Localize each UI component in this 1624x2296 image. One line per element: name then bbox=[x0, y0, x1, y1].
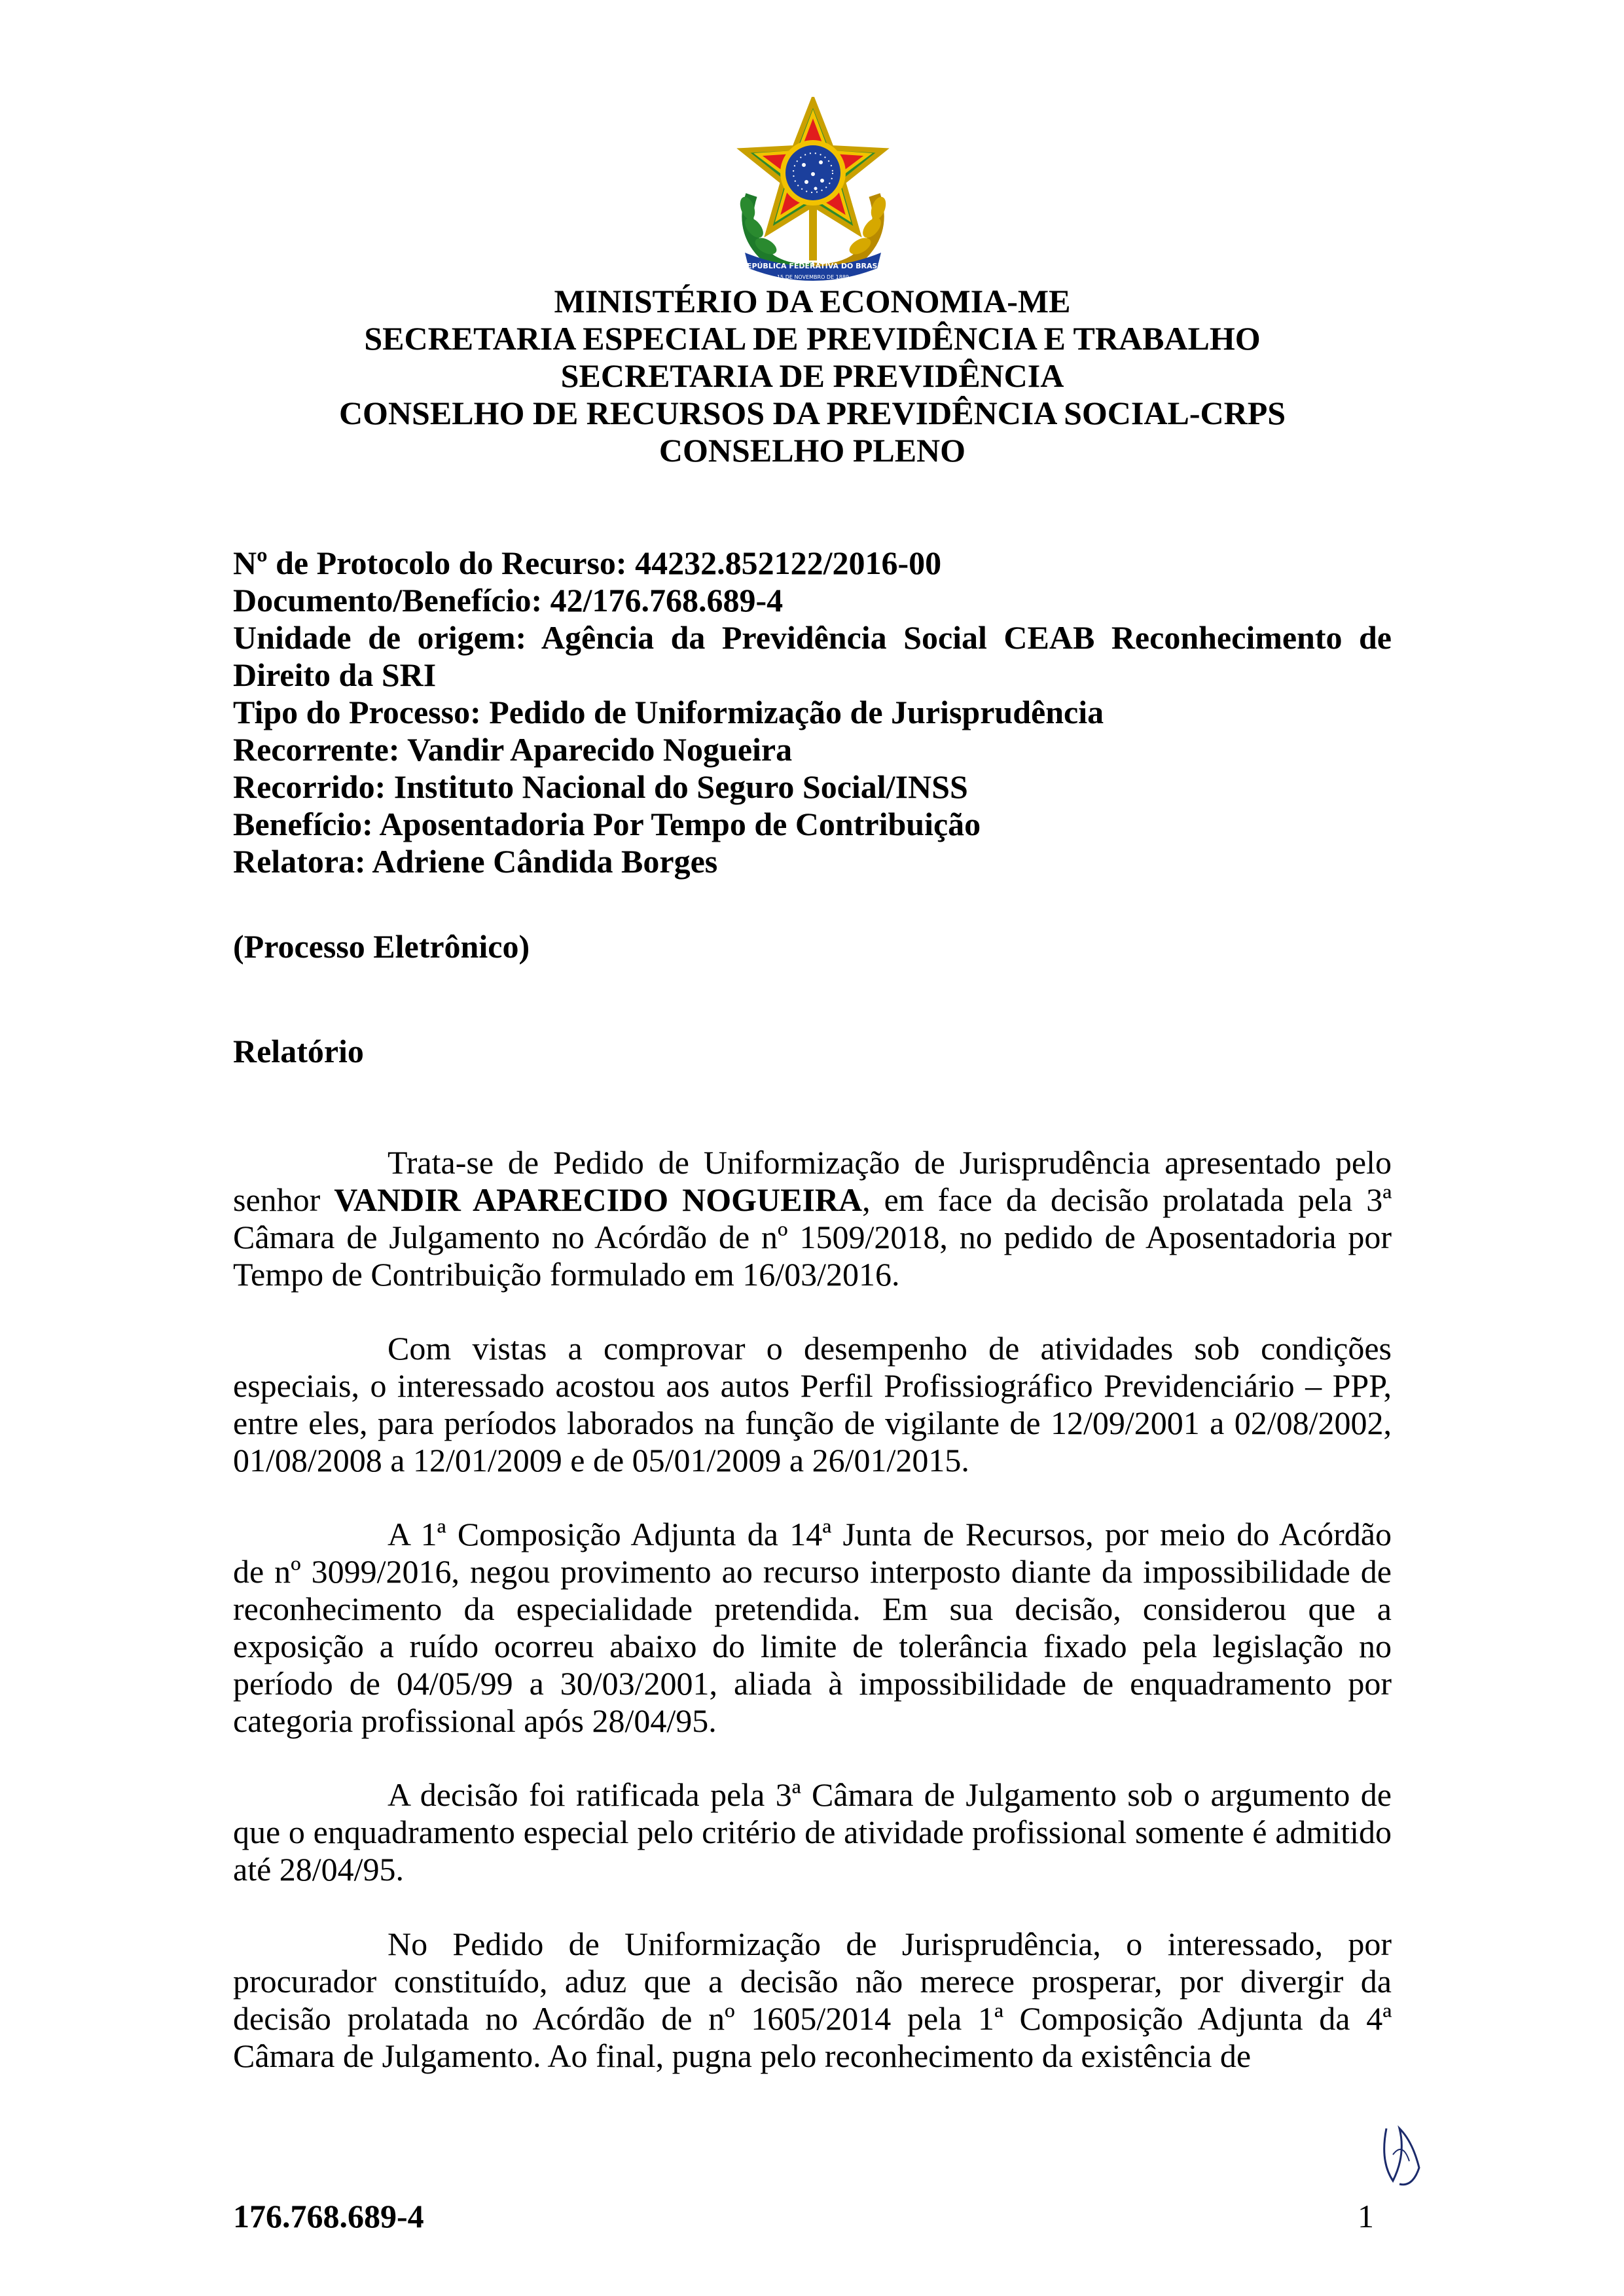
paragraph-1-name: VANDIR APARECIDO NOGUEIRA bbox=[334, 1181, 863, 1218]
paragraph-2 bbox=[233, 1330, 1392, 1479]
meta-documento: Documento/Benefício: 42/176.768.689-4 bbox=[233, 582, 784, 619]
meta-relatora: Relatora: Adriene Cândida Borges bbox=[233, 843, 718, 880]
paragraph-1 bbox=[233, 1144, 1392, 1293]
document-header bbox=[233, 283, 1392, 469]
paragraph-4 bbox=[233, 1776, 1392, 1888]
section-title: Relatório bbox=[233, 1033, 364, 1069]
meta-unidade-line-2: Direito da SRI bbox=[233, 656, 437, 693]
meta-unidade-line-1: Unidade de origem: Agência da Previdência Social CEAB Reconhecimento de bbox=[233, 619, 1392, 656]
emblem-date-text: 15 DE NOVEMBRO DE 1889 bbox=[776, 274, 850, 280]
emblem-ribbon-text: REPÚBLICA FEDERATIVA DO BRASIL bbox=[741, 262, 885, 270]
handwritten-initials-icon bbox=[1373, 2115, 1426, 2194]
footer-page-number: 1 bbox=[1358, 2198, 1374, 2234]
header-ministry: MINISTÉRIO DA ECONOMIA-ME bbox=[554, 283, 1071, 319]
paragraph-1-text-b: , em face da decisão prolatada pela 3ª Câmara de Julgamento no Acórdão de nº 1509/2018, no pedido de Aposentadoria por Tempo de Contribuição formulado em 16/03/2016. bbox=[233, 1181, 1392, 1293]
paragraph-1-text-a: Trata-se de Pedido de Uniformização de Jurisprudência apresentado pelo senhor bbox=[233, 1144, 1392, 1218]
meta-recorrente: Recorrente: Vandir Aparecido Nogueira bbox=[233, 731, 793, 768]
meta-recorrido: Recorrido: Instituto Nacional do Seguro Social/INSS bbox=[233, 768, 968, 805]
paragraph-4-text: A decisão foi ratificada pela 3ª Câmara de Julgamento sob o argumento de que o enquadramento especial pelo critério de atividade profissional somente é admitido até 28/04/95. bbox=[233, 1776, 1392, 1888]
meta-tipo: Tipo do Processo: Pedido de Uniformização de Jurisprudência bbox=[233, 694, 1104, 730]
meta-protocolo: Nº de Protocolo do Recurso: 44232.852122/2016-00 bbox=[233, 545, 942, 581]
meta-beneficio: Benefício: Aposentadoria Por Tempo de Contribuição bbox=[233, 806, 981, 842]
paragraph-5-text: No Pedido de Uniformização de Jurisprudência, o interessado, por procurador constituído, aduz que a decisão não merece prosperar, por divergir da decisão prolatada no Acórdão de nº 1605/2014 pela 1ª Composição Adjunta da 4ª Câmara de Julgamento. Ao final, pugna pelo reconhecimento da existência de bbox=[233, 1926, 1392, 2074]
header-special-secretariat: SECRETARIA ESPECIAL DE PREVIDÊNCIA E TRABALHO bbox=[364, 320, 1261, 357]
paragraph-5 bbox=[233, 1926, 1392, 2075]
case-metadata bbox=[233, 545, 1392, 880]
header-plenary: CONSELHO PLENO bbox=[659, 432, 966, 469]
paragraph-2-text: Com vistas a comprovar o desempenho de atividades sob condições especiais, o interessado acostou aos autos Perfil Profissiográfico Previdenciário – PPP, entre eles, para períodos laborados na função de vigilante de 12/09/2001 a 02/08/2002, 01/08/2008 a 12/01/2009 e de 05/01/2009 a 26/01/2015. bbox=[233, 1330, 1392, 1479]
header-secretariat: SECRETARIA DE PREVIDÊNCIA bbox=[560, 357, 1064, 394]
processo-label: (Processo Eletrônico) bbox=[233, 928, 530, 965]
header-council: CONSELHO DE RECURSOS DA PREVIDÊNCIA SOCIAL-CRPS bbox=[338, 395, 1286, 431]
brazil-coat-of-arms-icon bbox=[725, 97, 901, 284]
paragraph-3 bbox=[233, 1516, 1392, 1740]
paragraph-3-text: A 1ª Composição Adjunta da 14ª Junta de Recursos, por meio do Acórdão de nº 3099/2016, negou provimento ao recurso interposto diante da impossibilidade de reconhecimento da especialidade pretendida. Em sua decisão, considerou que a exposição a ruído ocorreu abaixo do limite de tolerância fixado pela legislação no período de 04/05/99 a 30/03/2001, aliada à impossibilidade de enquadramento por categoria profissional após 28/04/95. bbox=[233, 1516, 1392, 1739]
footer-document-number: 176.768.689-4 bbox=[233, 2198, 424, 2234]
